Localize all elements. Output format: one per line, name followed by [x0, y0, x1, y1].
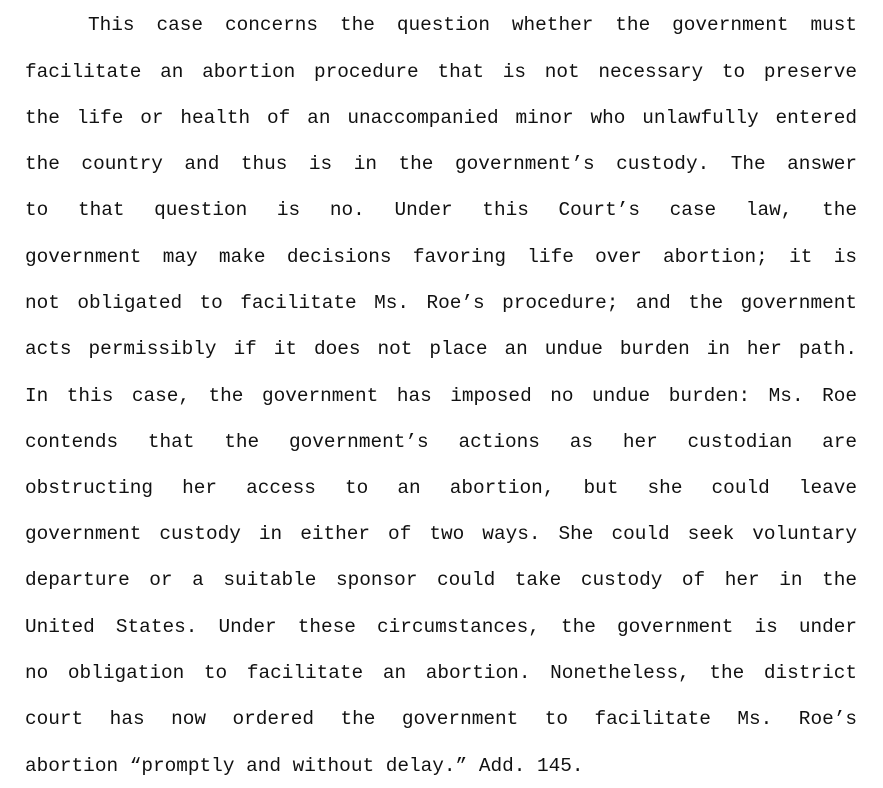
text-line: the country and thus is in the government’s custody. The answer — [25, 153, 857, 175]
text-line: government may make decisions favoring life over abortion; it is — [25, 246, 857, 268]
text-line: departure or a suitable sponsor could take custody of her in the — [25, 569, 857, 591]
text-line: contends that the government’s actions as her custodian are — [25, 431, 857, 453]
text-line: acts permissibly if it does not place an undue burden in her path. — [25, 338, 857, 360]
text-line: In this case, the government has imposed no undue burden: Ms. Roe — [25, 385, 857, 407]
text-line: government custody in either of two ways. She could seek voluntary — [25, 523, 857, 545]
text-line: no obligation to facilitate an abortion. Nonetheless, the district — [25, 662, 857, 684]
text-line: court has now ordered the government to facilitate Ms. Roe’s — [25, 708, 857, 730]
text-line: This case concerns the question whether the government must — [88, 14, 857, 36]
text-line: facilitate an abortion procedure that is not necessary to preserve — [25, 61, 857, 83]
text-line: not obligated to facilitate Ms. Roe’s procedure; and the government — [25, 292, 857, 314]
text-line: to that question is no. Under this Court’s case law, the — [25, 199, 857, 221]
text-line: obstructing her access to an abortion, but she could leave — [25, 477, 857, 499]
text-line-last: abortion “promptly and without delay.” Add. 145. — [25, 755, 584, 777]
text-line: the life or health of an unaccompanied minor who unlawfully entered — [25, 107, 857, 129]
text-line: United States. Under these circumstances, the government is under — [25, 616, 857, 638]
